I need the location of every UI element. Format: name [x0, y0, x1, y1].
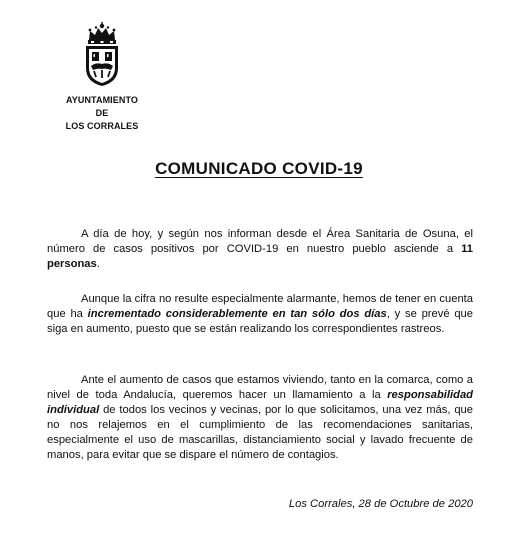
org-line-2: DE	[95, 108, 109, 118]
paragraph-3-emphasis: responsabilidad individual	[47, 389, 473, 416]
signature-place-date: Los Corrales, 28 de Octubre de 2020	[288, 498, 473, 510]
paragraph-1-bold: 11 personas	[47, 243, 473, 270]
paragraph-2	[47, 292, 473, 337]
document-title: COMUNICADO COVID-19	[155, 159, 363, 178]
paragraph-1-text-a: A día de hoy, y según nos informan desde el Área Sanitaria de Osuna, el número de casos positivos por COVID-19 en nuestro pueblo asciende a	[47, 228, 473, 255]
paragraph-1	[47, 227, 473, 272]
org-line-3: LOS CORRALES	[65, 121, 139, 131]
paragraph-3-text-b: de todos los vecinos y vecinas, por lo que solicitamos, una vez más, que no nos relajemos en el cumplimiento de las recomendaciones sanitarias, especialmente el uso de mascarillas, distanciamiento social y lavado frecuente de manos, para evitar que se dispare el número de contagios.	[47, 404, 473, 461]
organization-name	[50, 94, 154, 133]
paragraph-1-text-b: .	[96, 258, 100, 270]
paragraph-3-text-a: Ante el aumento de casos que estamos viviendo, tanto en la comarca, como a nivel de toda Andalucía, queremos hacer un llamamiento a la	[47, 374, 473, 401]
paragraph-2-text-b: , y se prevé que siga en aumento, puesto que se están realizando los correspondientes rastreos.	[47, 308, 473, 335]
org-line-1: AYUNTAMIENTO	[65, 95, 139, 105]
paragraph-3	[47, 373, 473, 463]
paragraph-2-text-a: Aunque la cifra no resulte especialmente alarmante, hemos de tener en cuenta que ha	[47, 293, 473, 320]
paragraph-2-emphasis: incrementado considerablemente en tan sólo dos días	[87, 308, 387, 320]
coat-of-arms-icon	[82, 22, 122, 88]
